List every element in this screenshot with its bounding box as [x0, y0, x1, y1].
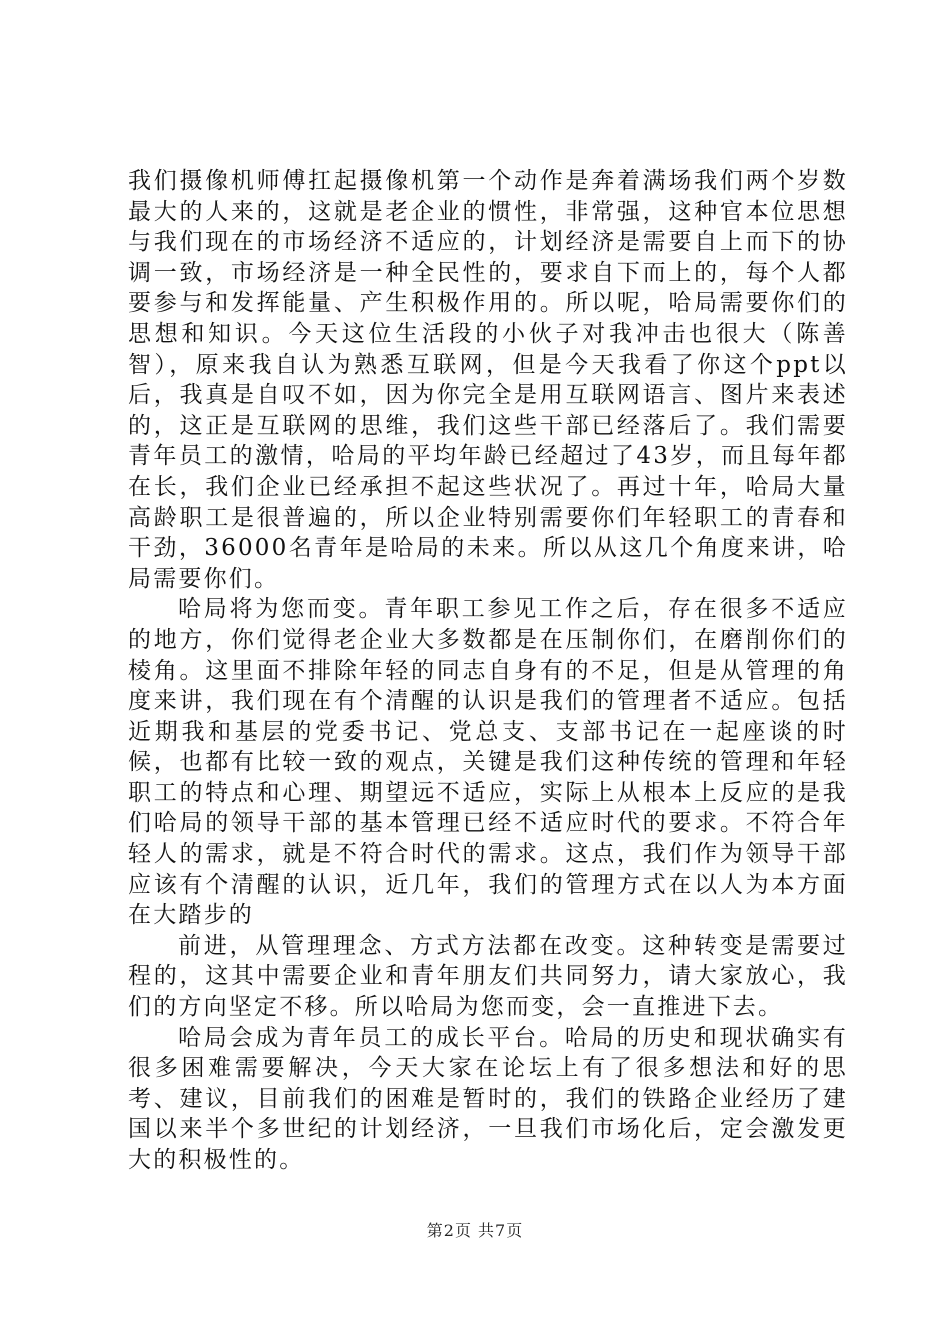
paragraph-4: 哈局会成为青年员工的成长平台。哈局的历史和现状确实有很多困难需要解决，今天大家在论坛上有了很多想法和好的思考、建议，目前我们的困难是暂时的，我们的铁路企业经历了建国以来半个多世纪的计划经济，一旦我们市场化后，定会激发更大的积极性的。 [128, 1024, 848, 1173]
paragraph-2: 哈局将为您而变。青年职工参见工作之后，存在很多不适应的地方，你们觉得老企业大多数都是在压制你们，在磨削你们的棱角。这里面不排除年轻的同志自身有的不足，但是从管理的角度来讲，我们现在有个清醒的认识是我们的管理者不适应。包括近期我和基层的党委书记、党总支、支部书记在一起座谈的时候，也都有比较一致的观点，关键是我们这种传统的管理和年轻职工的特点和心理、期望远不适应，实际上从根本上反应的是我们哈局的领导干部的基本管理已经不适应时代的要求。不符合年轻人的需求，就是不符合时代的需求。这点，我们作为领导干部应该有个清醒的认识，近几年，我们的管理方式在以人为本方面在大踏步的 [128, 596, 848, 929]
paragraph-3: 前进，从管理理念、方式方法都在改变。这种转变是需要过程的，这其中需要企业和青年朋友们共同努力，请大家放心，我们的方向坚定不移。所以哈局为您而变，会一直推进下去。 [128, 932, 848, 1021]
paragraph-1: 我们摄像机师傅扛起摄像机第一个动作是奔着满场我们两个岁数最大的人来的，这就是老企业的惯性，非常强，这种官本位思想与我们现在的市场经济不适应的，计划经济是需要自上而下的协调一致，市场经济是一种全民性的，要求自下而上的，每个人都要参与和发挥能量、产生积极作用的。所以呢，哈局需要你们的思想和知识。今天这位生活段的小伙子对我冲击也很大（陈善智），原来我自认为熟悉互联网，但是今天我看了你这个ppt以后，我真是自叹不如，因为你完全是用互联网语言、图片来表述的，这正是互联网的思维，我们这些干部已经落后了。我们需要青年员工的激情，哈局的平均年龄已经超过了43岁，而且每年都在长，我们企业已经承担不起这些状况了。再过十年，哈局大量高龄职工是很普遍的，所以企业特别需要你们年轻职工的青春和干劲，36000名青年是哈局的未来。所以从这几个角度来讲，哈局需要你们。 [128, 168, 848, 592]
document-body [128, 166, 848, 1176]
page-number-footer: 第2页 共7页 [426, 1221, 524, 1240]
